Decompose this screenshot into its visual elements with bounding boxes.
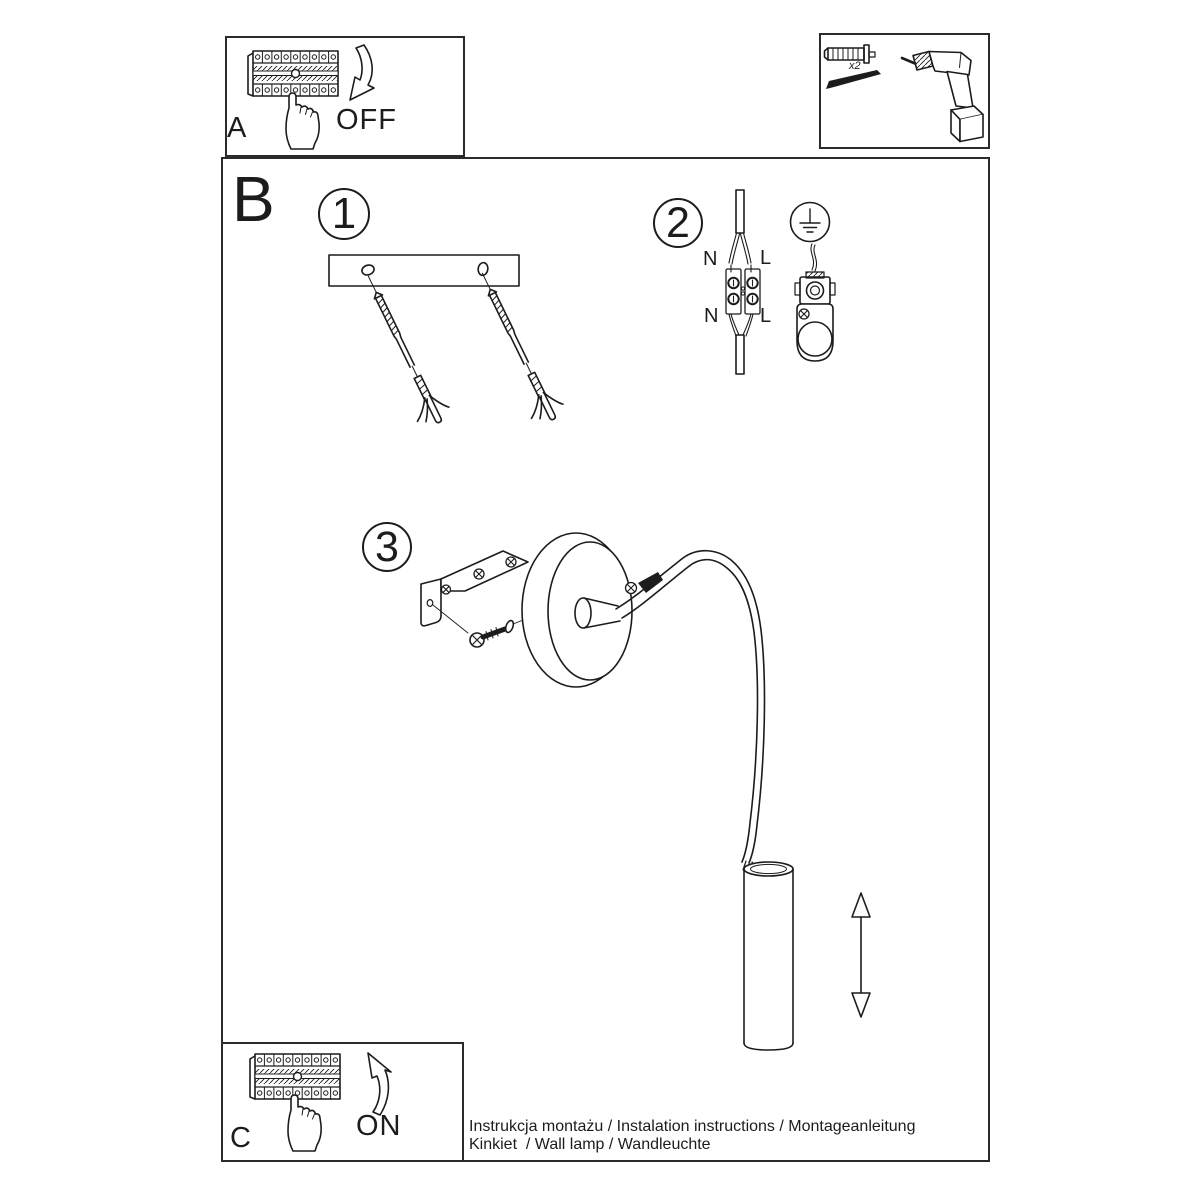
panel-a-label: A	[227, 112, 247, 144]
step-3-number: 3	[375, 522, 399, 571]
ground-symbol-icon	[791, 203, 830, 242]
fixing-screw-icon	[433, 605, 529, 647]
height-adjust-arrow-icon	[852, 893, 870, 1017]
canopy-disc	[522, 533, 632, 687]
wire-label-n-bottom: N	[704, 305, 719, 327]
curved-arrow-down-icon	[350, 45, 374, 100]
wire-label-n-top: N	[703, 248, 718, 270]
anchor-screw-icon	[465, 267, 567, 428]
plate-hole-left	[361, 264, 376, 277]
flex-arm	[616, 551, 764, 863]
terminal-block	[726, 269, 760, 314]
on-label: ON	[356, 1110, 402, 1142]
pointing-hand-icon	[288, 1095, 321, 1151]
cable-clamp	[795, 272, 835, 304]
footer-line-2: Kinkiet / Wall lamp / Wandleuchte	[469, 1136, 711, 1153]
mounting-plate	[329, 255, 519, 286]
section-b-label: B	[232, 163, 275, 235]
plug-count-label: x2	[849, 60, 861, 72]
step-2-badge	[653, 198, 703, 248]
pointing-hand-icon	[286, 93, 319, 149]
screw-icon	[826, 70, 881, 89]
drill-icon	[902, 52, 983, 142]
wall-bracket	[421, 551, 528, 626]
step-3-badge	[362, 522, 412, 572]
step-1-number: 1	[331, 189, 357, 238]
wire-label-l-bottom: L	[760, 305, 772, 327]
anchor-screw-icon	[351, 270, 453, 431]
step-2-number: 2	[666, 198, 690, 247]
cable-bottom	[729, 314, 753, 374]
panel-c-label: C	[230, 1122, 251, 1154]
off-label: OFF	[336, 104, 397, 136]
step-1-badge	[318, 188, 370, 240]
step2-illustration	[726, 190, 835, 374]
lamp-shade-cylinder	[743, 861, 793, 1050]
step3-illustration	[421, 533, 870, 1050]
step1-illustration	[329, 255, 567, 431]
breaker-panel-icon	[250, 1054, 340, 1099]
cable-top	[729, 190, 751, 272]
curved-arrow-up-icon	[368, 1053, 391, 1115]
ground-terminal-bracket	[797, 304, 833, 361]
breaker-panel-icon	[248, 51, 338, 96]
ground-wire	[811, 244, 817, 271]
wire-label-l-top: L	[760, 247, 772, 269]
footer-line-1: Instrukcja montażu / Instalation instructions / Montageanleitung	[469, 1118, 916, 1135]
